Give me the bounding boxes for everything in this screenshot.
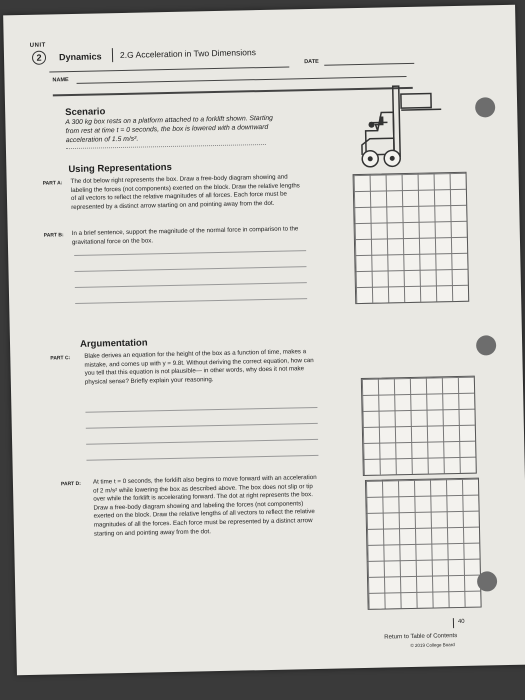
free-body-grid-extra[interactable]: [365, 478, 482, 610]
answer-line[interactable]: [85, 407, 317, 413]
answer-line[interactable]: [75, 298, 307, 304]
copyright-text: © 2019 College Board: [410, 642, 455, 649]
argumentation-heading: Argumentation: [79, 337, 148, 350]
binder-hole: [476, 335, 496, 355]
part-c-text: Blake derives an equation for the height of the box as a function of time, makes a mistake, and comes up with y = 9.8t. Without deriving the correct equation, how can you tell that this equation is not plausible— in other words, why does it not make physical sense? Briefly explain your reasoning.: [84, 348, 314, 386]
answer-line[interactable]: [75, 282, 307, 288]
worksheet-page: [3, 5, 525, 676]
page-number-divider: [453, 618, 454, 628]
free-body-grid-a[interactable]: [353, 172, 470, 304]
part-a-label: PART A:: [42, 180, 63, 187]
part-b-label: PART B:: [43, 232, 64, 239]
unit-number-badge: 2: [32, 51, 46, 65]
chapter-title: Dynamics: [58, 51, 102, 63]
binder-hole: [477, 571, 497, 591]
return-to-contents-link[interactable]: Return to Table of Contents: [384, 633, 458, 641]
name-label: NAME: [52, 77, 69, 84]
free-body-grid-d[interactable]: [361, 376, 477, 476]
part-d-label: PART D:: [60, 480, 81, 488]
part-a-text: The dot below right represents the box. Draw a free-body diagram showing and labeling the forces (not components) exerted on the block. Draw the relative lengths of all vectors to reflect the relative magnitudes of all forces. Each force must be represented by a distinct arrow starting on and pointing away from the dot.: [70, 173, 300, 211]
part-c-label: PART C:: [50, 355, 71, 362]
scenario-text: A 300 kg box rests on a platform attached to a forklift shown. Starting from rest at time t = 0 seconds, the box is lowered with a downward acceleration of 1.5 m/s².: [65, 114, 273, 145]
scenario-heading: Scenario: [65, 106, 106, 119]
page-number: 40: [457, 618, 465, 626]
binder-hole: [475, 97, 495, 117]
part-d-text: At time t = 0 seconds, the forklift also begins to move forward with an acceleration of 2 m/s² while lowering the box as described above. The box does not slip or tip over while the forklift is accelerating forward. The dot at right represents the box. Draw a free-body diagram showing and labeling the forces (not components) exerted on the block. Draw the relative lengths of all vectors to reflect the relative magnitudes of all the forces. Each force must be represented by a distinct arrow starting on and pointing away from the dot.: [92, 473, 317, 538]
answer-line[interactable]: [75, 266, 307, 272]
header-underline: [49, 66, 289, 72]
answer-line[interactable]: [86, 439, 318, 445]
answer-line[interactable]: [74, 250, 306, 256]
date-field[interactable]: [324, 63, 414, 66]
representations-heading: Using Representations: [68, 161, 172, 176]
answer-line[interactable]: [86, 423, 318, 429]
answer-line[interactable]: [86, 455, 318, 461]
part-b-text: In a brief sentence, support the magnitude of the normal force in comparison to the gravitational force on the box.: [71, 225, 299, 246]
scenario-divider: [66, 144, 266, 149]
unit-label: UNIT: [29, 42, 46, 49]
lesson-title: 2.G Acceleration in Two Dimensions: [119, 47, 256, 60]
forklift-illustration: [355, 81, 469, 173]
date-label: DATE: [304, 58, 319, 66]
header-divider: [112, 48, 113, 62]
